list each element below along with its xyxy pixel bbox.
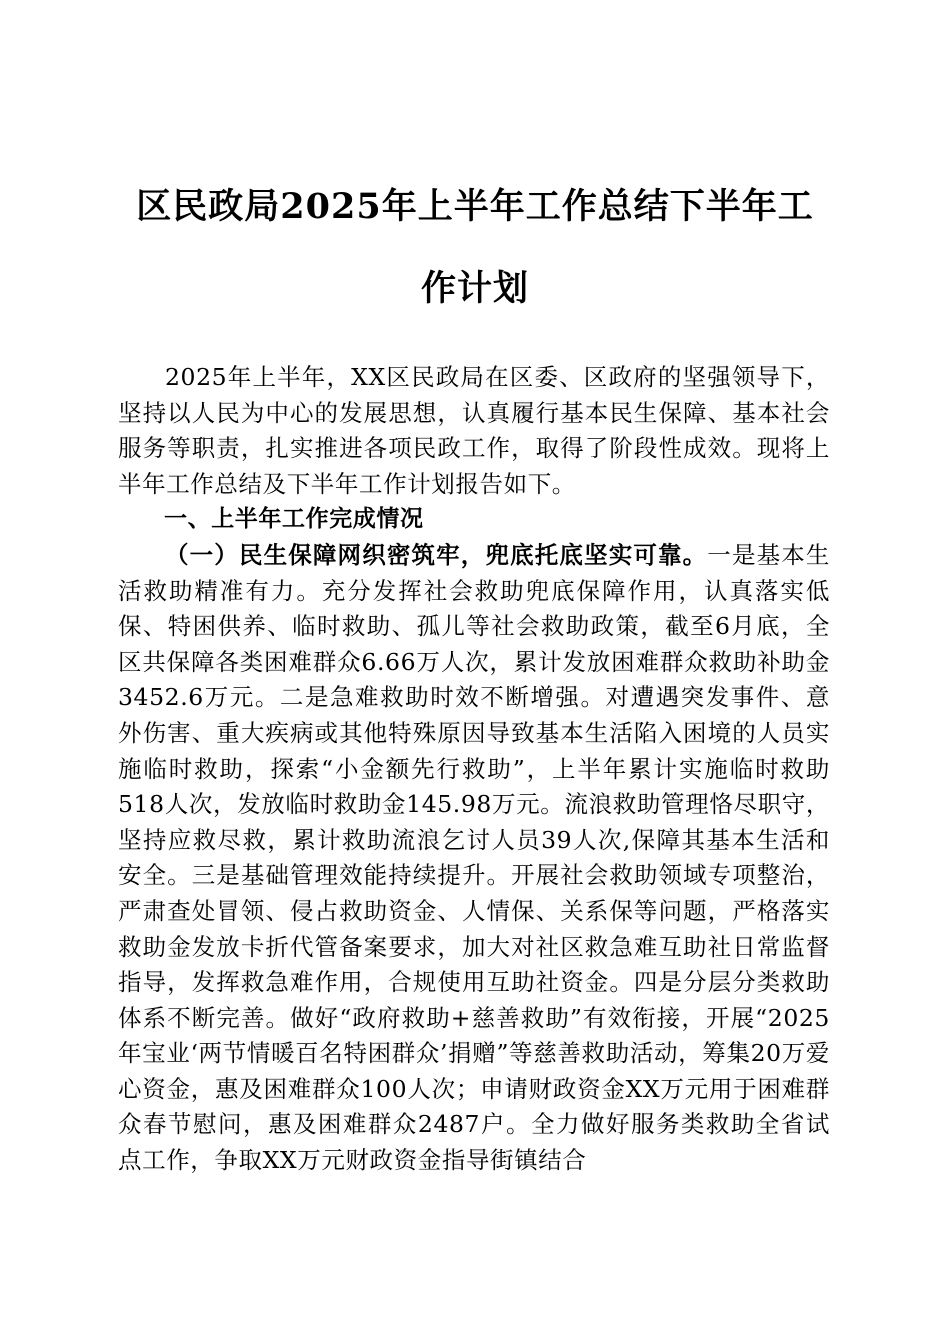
intro-paragraph: 2025年上半年，XX区民政局在区委、区政府的坚强领导下，坚持以人民为中心的发展思想，认真履行基本民生保障、基本社会服务等职责，扎实推进各项民政工作，取得了阶段性成效。现将上半年工作总结及下半年工作计划报告如下。 — [118, 363, 830, 498]
document-body — [118, 360, 830, 1179]
subsection-heading: （一）民生保障网织密筑牢，兜底托底坚实可靠。 — [165, 540, 708, 569]
section-heading: 一、上半年工作完成情况 — [164, 506, 424, 533]
subsection-body: 一是基本生活救助精准有力。充分发挥社会救助兜底保障作用，认真落实低保、特困供养、临时救助、孤儿等社会救助政策，截至6月底，全区共保障各类困难群众6.66万人次，累计发放困难群众救助补助金3452.6万元。二是急难救助时效不断增强。对遭遇突发事件、意外伤害、重大疾病或其他特殊原因导致基本生活陷入困境的人员实施临时救助，探索“小金额先行救助”，上半年累计实施临时救助518人次，发放临时救助金145.98万元。流浪救助管理恪尽职守，坚持应救尽救，累计救助流浪乞讨人员39人次,保障其基本生活和安全。三是基础管理效能持续提升。开展社会救助领域专项整治，严肃查处冒领、侵占救助资金、人情保、关系保等问题，严格落实救助金发放卡折代管备案要求，加大对社区救急难互助社日常监督指导，发挥救急难作用，合规使用互助社资金。四是分层分类救助体系不断完善。做好“政府救助+慈善救助”有效衔接，开展“2025年宝业‘两节情暖百名特困群众’捐赠”等慈善救助活动，筹集20万爱心资金，惠及困难群众100人次；申请财政资金XX万元用于困难群众春节慰问，惠及困难群众2487户。全力做好服务类救助全省试点工作，争取XX万元财政资金指导街镇结合 — [118, 540, 830, 1175]
document-title: 区民政局2025年上半年工作总结下半年工作计划 — [136, 186, 814, 309]
subsection-paragraph — [118, 538, 830, 1179]
